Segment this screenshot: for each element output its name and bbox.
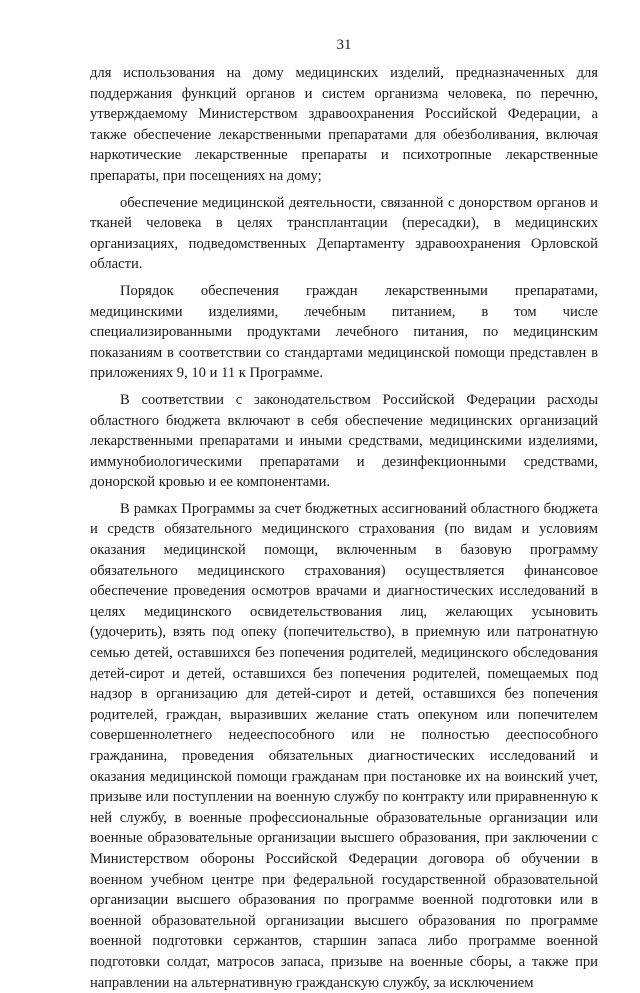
- paragraph-regional-budget: В соответствии с законодательством Российской Федерации расходы областного бюджета включают в себя обеспечение медицинских организаций лекарственными препаратами и иными средствами, медицинскими изделиями, иммунобиологическими препаратами и дезинфекционными средствами, донорской кровью и ее компонентами.: [90, 391, 598, 491]
- paragraph-medication-order: Порядок обеспечения граждан лекарственными препаратами, медицинскими изделиями, лечебным питанием, в том числе специализированными продуктами лечебного питания, по медицинским показаниям в соответствии со стандартами медицинской помощи представлен в приложениях 9, 10 и 11 к Программе.: [90, 282, 598, 382]
- paragraph-program-financing: В рамках Программы за счет бюджетных ассигнований областного бюджета и средств обязательного медицинского страхования (по видам и условиям оказания медицинской помощи, включенным в базовую программу обязательного медицинского страхования) осуществляется финансовое обеспечение проведения осмотров врачами и диагностических исследований в целях медицинского освидетельствования лиц, желающих усыновить (удочерить), взять под опеку (попечительство), в приемную или патронатную семью детей, оставшихся без попечения родителей, медицинского обследования детей-сирот и детей, оставшихся без попечения родителей, помещаемых под надзор в организацию для детей-сирот и детей, оставшихся без попечения родителей, граждан, выразивших желание стать опекуном или попечителем совершеннолетнего недееспособного или не полностью дееспособного гражданина, проведения обязательных диагностических исследований и оказания медицинской помощи гражданам при постановке их на воинский учет, призыве или поступлении на военную службу по контракту или приравненную к ней службу, в военные профессиональные образовательные организации или военные образовательные организации высшего образования, при заключении с Министерством обороны Российской Федерации договора об обучении в военном учебном центре при федеральной государственной образовательной организации высшего образования по программе военной подготовки или в военной образовательной организации высшего образования по программе военной подготовки сержантов, старшин запаса либо программе военной подготовки солдат, матросов запаса, призыве на военные сборы, а также при направлении на альтернативную гражданскую службу, за исключением: [90, 500, 598, 991]
- page-number: 31: [336, 37, 352, 53]
- paragraph-continuation: для использования на дому медицинских изделий, предназначенных для поддержания функций органов и систем организма человека, по перечню, утверждаемому Министерством здравоохранения Российской Федерации, а также обеспечение лекарственными препаратами для обезболивания, включая наркотические лекарственные препараты и психотропные лекарственные препараты, при посещениях на дому;: [90, 65, 598, 184]
- document-body: [90, 63, 598, 993]
- paragraph-donor-organs: обеспечение медицинской деятельности, связанной с донорством органов и тканей человека в целях трансплантации (пересадки), в медицинских организациях, подведомственных Департаменту здравоохранения Орловской области.: [90, 194, 598, 273]
